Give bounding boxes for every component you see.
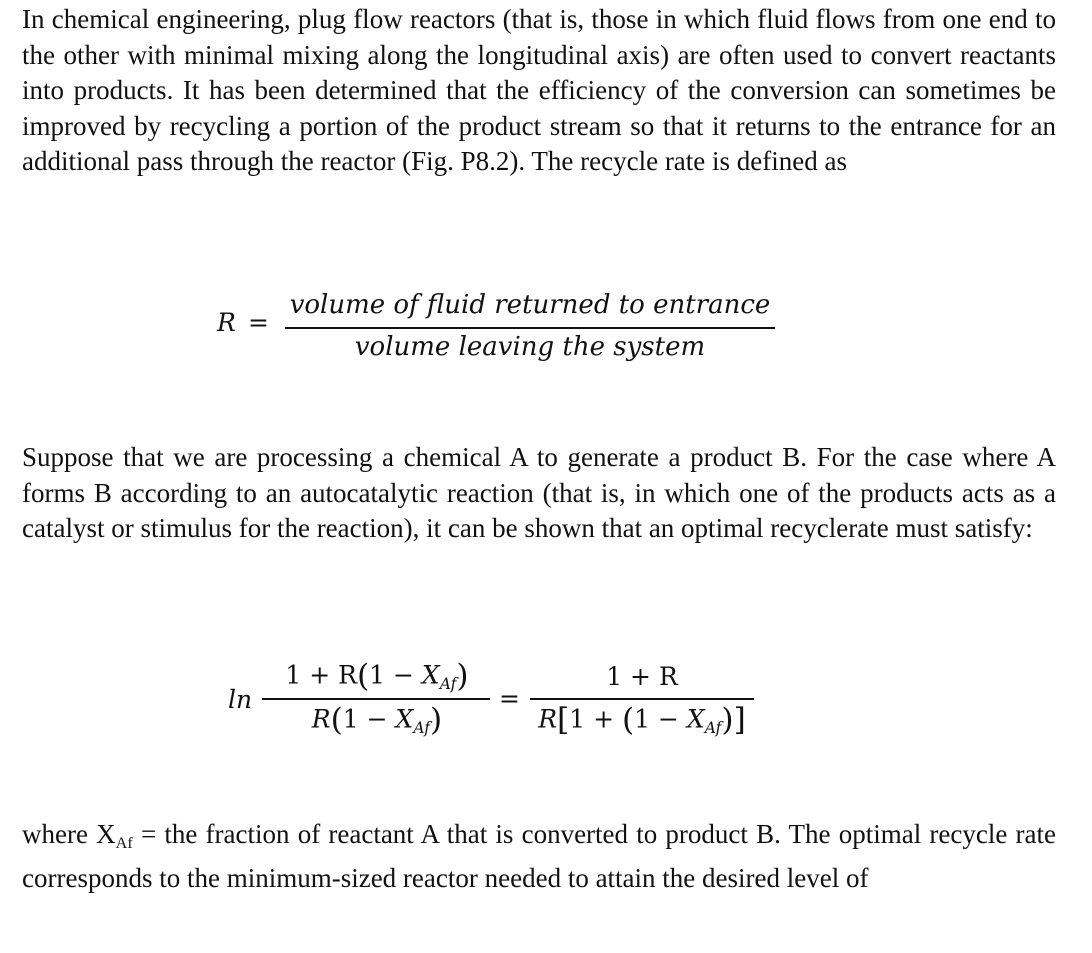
eq2-rhs-den-part-a: R (538, 704, 558, 734)
eq2-rhs-fraction-bar (530, 698, 754, 700)
para3-subscript: Af (115, 833, 133, 852)
eq2-close-bracket: ] (733, 702, 746, 738)
eq2-var-x: X (421, 660, 440, 690)
eq2-open-paren: ( (621, 702, 635, 738)
eq1-denominator: volume leaving the system (354, 332, 706, 362)
eq2-lhs-denominator (262, 702, 492, 738)
eq2-open-paren: ( (356, 658, 370, 694)
eq2-rhs-den-part-c: 1 − (634, 704, 687, 734)
eq2-lhs-num-part-a: 1 + R (285, 660, 357, 690)
eq1-equals-sign: = (248, 308, 269, 337)
eq2-open-paren: ( (330, 702, 343, 738)
eq2-var-x: X (395, 704, 414, 734)
eq2-open-bracket: [ (557, 702, 570, 738)
eq1-lhs-symbol: R (217, 308, 236, 337)
eq1-fraction-bar (285, 327, 775, 329)
eq2-var-x: X (686, 704, 705, 734)
eq2-rhs-numerator: 1 + R (606, 662, 678, 691)
paragraph-intro: In chemical engineering, plug flow reactors (that is, those in which fluid flows from one end to the other with minimal mixing along the longitudinal axis) are often used to convert reactants into products. It has been determined that the efficiency of the conversion can sometimes be improved by recycling a portion of the product stream so that it returns to the entrance for an additional pass through the reactor (Fig. P8.2). The recycle rate is defined as (22, 4, 1056, 177)
eq2-lhs-den-part-b: 1 − (342, 704, 396, 734)
eq2-lhs-fraction-bar (262, 698, 490, 700)
eq2-lhs-num-part-b: 1 − (369, 660, 422, 690)
eq2-var-sub: Af (413, 718, 431, 737)
eq2-var-sub: Af (704, 718, 722, 737)
paragraph-autocatalytic: Suppose that we are processing a chemical A to generate a product B. For the case where A forms B according to an autocatalytic reaction (that is, in which one of the products acts as a catalyst or stimulus for the reaction), it can be shown that an optimal recyclerate must satisfy: (22, 442, 1056, 544)
eq2-ln-operator: ln (228, 685, 253, 714)
para3-rest: = the fraction of reactant A that is converted to product B. The optimal recycle rate corresponds to the minimum-sized reactor needed to attain the desired level of (22, 819, 1056, 894)
eq2-var-sub: Af (439, 674, 457, 693)
eq2-lhs-numerator (262, 658, 492, 694)
eq2-rhs-den-part-b: 1 + (569, 704, 622, 734)
eq2-rhs-denominator (530, 702, 754, 738)
paragraph-definition (22, 817, 1056, 897)
eq2-close-paren: ) (456, 658, 469, 694)
para3-prefix: where X (22, 819, 116, 849)
eq1-numerator: volume of fluid returned to entrance (289, 290, 771, 320)
eq2-equals-sign: = (499, 684, 520, 713)
eq2-close-paren: ) (430, 702, 443, 738)
eq2-close-paren: ) (721, 702, 734, 738)
eq2-lhs-den-part-a: R (311, 704, 331, 734)
